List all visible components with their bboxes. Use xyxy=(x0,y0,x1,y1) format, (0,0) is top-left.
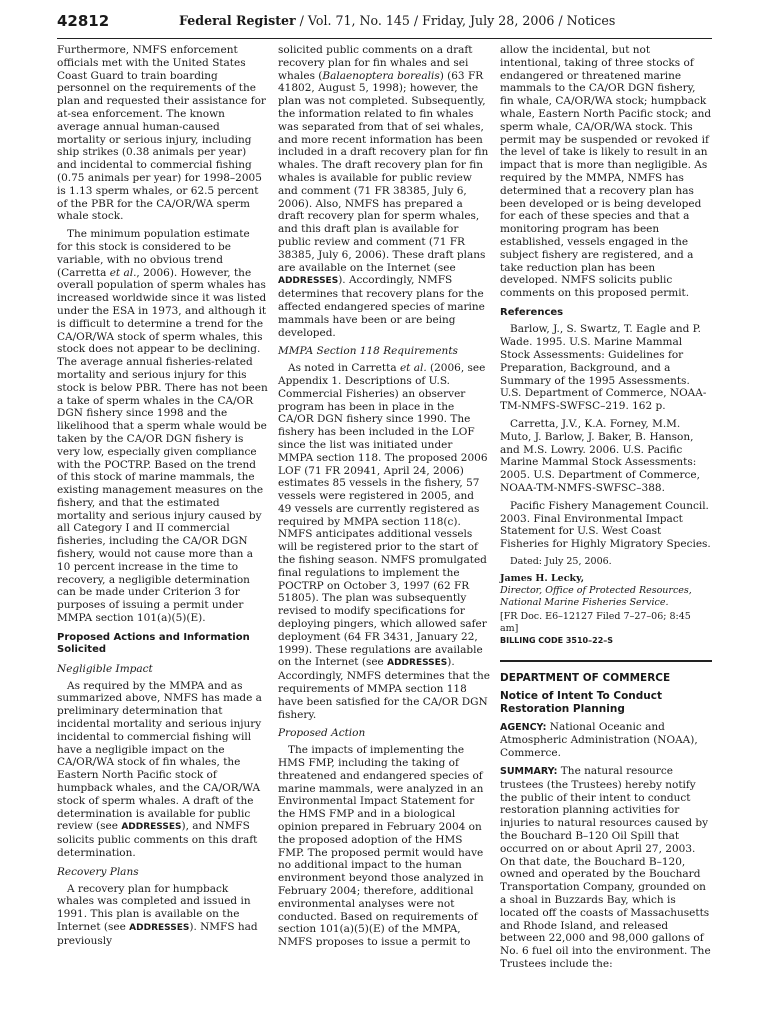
reference-item: Carretta, J.V., K.A. Forney, M.M. Muto, J. Barlow, J. Baker, B. Hanson, and M.S. Lowry. 2006. U.S. Pacific Marine Mammal Stock Assessments: 2005. U.S. Department of Commerce, NOAA-TM-NMFS-SWFSC–388. xyxy=(500,418,700,494)
paragraph: Furthermore, NMFS enforcement officials met with the United States Coast Guard to train boarding personnel on the requirements of the plan and requested their assistance for at-sea enforcement. The known average annual human-caused mortality or serious injury, including ship strikes (0.38 animals per year) and incidental to commercial fishing (0.75 animals per year) for 1998–2005 is 1.13 sperm whales, or 62.5 percent of the PBR for the CA/OR/WA sperm whale stock. xyxy=(57,44,266,223)
reference-item: Barlow, J., S. Swartz, T. Eagle and P. Wade. 1995. U.S. Marine Mammal Stock Assessments: Guidelines for Preparation, Background, and a Summary of the 1995 Assessments. U.S. Department of Commerce, NOAA-TM-NMFS-SWFSC–219. 162 p. xyxy=(500,323,707,413)
paragraph xyxy=(278,362,490,721)
paragraph xyxy=(57,680,268,860)
agency-label: AGENCY: xyxy=(500,721,547,733)
column-3 xyxy=(500,44,712,976)
column-1 xyxy=(57,44,268,953)
text: As noted in Carretta xyxy=(288,362,400,375)
dated-line: Dated: July 25, 2006. xyxy=(510,555,612,567)
text: et al. xyxy=(109,266,137,279)
text: ). NMFS had previously xyxy=(57,921,258,947)
subsection-heading: Recovery Plans xyxy=(57,865,139,878)
summary-label: SUMMARY: xyxy=(500,765,558,777)
addresses-ref: ADDRESSES xyxy=(387,658,448,669)
paragraph xyxy=(57,228,268,625)
text: ), and NMFS solicits public comments on this draft determination. xyxy=(57,820,258,860)
text: National Oceanic and Atmospheric Administration (NOAA), Commerce. xyxy=(500,720,698,760)
paragraph xyxy=(278,44,490,339)
page-header xyxy=(57,12,712,34)
species-name: Balaenoptera borealis xyxy=(322,69,440,82)
signer-name: James H. Lecky, xyxy=(500,572,585,584)
text: solicited public comments on a draft recovery plan for fin whales and sei whales ( xyxy=(278,44,473,82)
addresses-ref: ADDRESSES xyxy=(121,822,182,833)
reference-item: Pacific Fishery Management Council. 2003. Final Environmental Impact Statement for U.S. West Coast Fisheries for Highly Migratory Species. xyxy=(500,499,711,551)
section-heading: Proposed Actions and Information Solicited xyxy=(57,631,250,656)
paragraph xyxy=(57,883,268,948)
text: et al. xyxy=(399,362,427,375)
addresses-ref: ADDRESSES xyxy=(129,923,190,933)
department-heading: DEPARTMENT OF COMMERCE xyxy=(500,671,671,684)
text: (2006, see Appendix 1. Descriptions of U.S. Commercial Fisheries) an observer program has been in place in the CA/OR DGN fishery since 1990. The fishery has been included in the LOF since the list was initiated under MMPA section 118. The proposed 2006 LOF (71 FR 20941, April 24, 2006) estimates 85 vessels in the fishery, 57 vessels were registered in 2005, and 49 vessels are currently registered as required by MMPA section 118(c). NMFS anticipates additional vessels will be registered prior to the start of the fishing season. NMFS promulgated final regulations to implement the POCTRP on October 3, 1997 (62 FR 51805). The plan was subsequently revised to modify specifications for deploying pingers, which allowed safer deployment (64 FR 3431, January 22, 1999). These regulations are available on the Internet (see xyxy=(278,362,488,669)
text: A recovery plan for humpback whales was completed and issued in 1991. This plan is available on the Internet (see xyxy=(57,882,251,933)
journal-name: Federal Register xyxy=(179,13,296,28)
section-heading: References xyxy=(500,306,564,318)
text: ). Accordingly, NMFS determines that the requirements of MMPA section 118 have been satisfied for the CA/OR DGN fishery. xyxy=(278,656,490,721)
subsection-heading: Negligible Impact xyxy=(57,662,153,675)
section-divider xyxy=(500,660,712,662)
text: , 2006). However, the overall population of sperm whales has increased worldwide since it was listed under the ESA in 1973, and although it is difficult to determine a trend for the CA/OR/WA stock of sperm whales, this stock does not appear to be declining. The average annual fisheries-related mortality and serious injury for this stock is below PBR. There has not been a take of sperm whales in the CA/OR DGN fishery since 1998 and the likelihood that a sperm whale would be taken by the CA/OR DGN fishery is very low, especially given compliance with the POCTRP. Based on the trend of this stock of marine mammals, the existing management measures on the fishery, and that the estimated mortality and serious injury caused by all Category I and II commercial fisheries, including the CA/OR DGN fishery, would not cause more than a 10 percent increase in the time to recovery, a negligible determination can be made under Criterion 3 for purposes of issuing a permit under MMPA section 101(a)(5)(E). xyxy=(57,266,268,625)
issue-info: / Vol. 71, No. 145 / Friday, July 28, 2006 / Notices xyxy=(295,13,616,28)
page-number: 42812 xyxy=(57,12,110,30)
subsection-heading: Proposed Action xyxy=(278,727,366,740)
addresses-ref: ADDRESSES xyxy=(278,276,339,287)
text: As required by the MMPA and as summarized above, NMFS has made a preliminary determination that incidental mortality and serious injury incidental to commercial fishing will have a negligible impact on the CA/OR/WA stock of fin whales, the Eastern North Pacific stock of humpback whales, and the CA/OR/WA stock of sperm whales. A draft of the determination is available for public review (see xyxy=(57,679,262,833)
billing-code: BILLING CODE 3510–22–S xyxy=(500,635,614,645)
text: ) (63 FR 41802, August 5, 1998); however, the plan was not completed. Subsequently, the information related to fin whales was separated from that of sei whales, and more recent information has been included in a draft recovery plan for fin whales. The draft recovery plan for fin whales is available for public review and comment (71 FR 38385, July 6, 2006). Also, NMFS has prepared a draft recovery plan for sperm whales, and this draft plan is available for public review and comment (71 FR 38385, July 6, 2006). These draft plans are available on the Internet (see xyxy=(278,69,489,274)
notice-title: Notice of Intent To Conduct Restoration Planning xyxy=(500,689,662,715)
paragraph: The impacts of implementing the HMS FMP, including the taking of threatened and endangered species of marine mammals, were analyzed in an Environmental Impact Statement for the HMS FMP and in a biological opinion prepared in February 2004 on the proposed adoption of the HMS FMP. The proposed permit would have no additional impact to the human environment beyond those analyzed in February 2004; therefore, additional environmental analyses were not conducted. Based on requirements of section 101(a)(5)(E) of the MMPA, NMFS proposes to issue a permit to xyxy=(278,744,484,949)
subsection-heading: MMPA Section 118 Requirements xyxy=(278,345,458,358)
text: The minimum population estimate for this stock is considered to be variable, with no obvious trend (Carretta xyxy=(57,228,250,279)
header-rule xyxy=(57,38,712,39)
column-2 xyxy=(278,44,490,954)
text: The natural resource trustees (the Trustees) hereby notify the public of their intent to conduct restoration planning activities for injuries to natural resources caused by the Bouchard B–120 Oil Spill that occurred on or about April 27, 2003. On that date, the Bouchard B–120, owned and operated by the Bouchard Transportation Company, grounded on a shoal in Buzzards Bay, which is located off the coasts of Massachusetts and Rhode Island, and released between 22,000 and 98,000 gallons of No. 6 fuel oil into the environment. The Trustees include the: xyxy=(500,764,711,970)
text: ). Accordingly, NMFS determines that recovery plans for the affected endangered species of marine mammals have been or are being developed. xyxy=(278,274,485,339)
paragraph: allow the incidental, but not intentional, taking of three stocks of endangered or threatened marine mammals to the CA/OR DGN fishery, fin whale, CA/OR/WA stock; humpback whale, Eastern North Pacific stock; and sperm whale, CA/OR/WA stock. This permit may be suspended or revoked if the level of take is likely to result in an impact that is more than negligible. As required by the MMPA, NMFS has determined that a recovery plan has been developed or is being developed for each of these species and that a monitoring program has been established, vessels engaged in the subject fishery are registered, and a take reduction plan has been developed. NMFS solicits public comments on this proposed permit. xyxy=(500,44,712,300)
fr-doc-line: [FR Doc. E6–12127 Filed 7–27–06; 8:45 am] xyxy=(500,610,691,634)
header-citation xyxy=(179,13,615,28)
signer-title: Director, Office of Protected Resources, National Marine Fisheries Service. xyxy=(500,584,692,608)
summary-paragraph xyxy=(500,765,712,971)
agency-paragraph xyxy=(500,721,712,760)
